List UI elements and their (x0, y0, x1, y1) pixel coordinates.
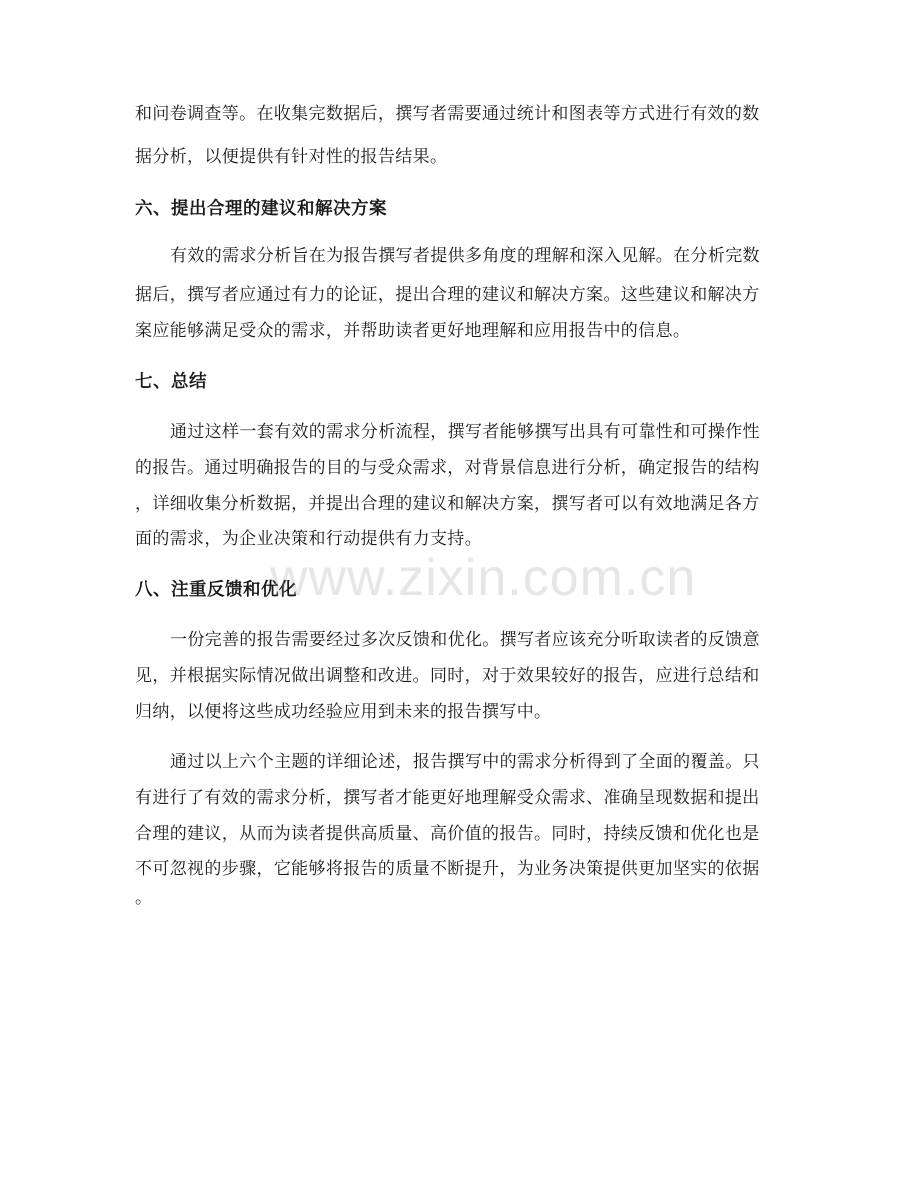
paragraph-line: 据分析，以便提供有针对性的报告结果。 (135, 147, 448, 167)
section-heading-6: 六、提出合理的建议和解决方案 (135, 199, 387, 219)
section-heading-8: 八、注重反馈和优化 (135, 580, 297, 600)
paragraph-line: 据后，撰写者应通过有力的论证，提出合理的建议和解决方案。这些建议和解决方 (135, 285, 760, 305)
paragraph-line: 的报告。通过明确报告的目的与受众需求，对背景信息进行分析，确定报告的结构 (135, 458, 760, 478)
paragraph-line: 有进行了有效的需求分析，撰写者才能更好地理解受众需求、准确呈现数据和提出 (135, 788, 760, 808)
section-heading-7: 七、总结 (135, 372, 207, 392)
paragraph-line: 一份完善的报告需要经过多次反馈和优化。撰写者应该充分听取读者的反馈意 (170, 630, 760, 650)
paragraph-line: 和问卷调查等。在收集完数据后，撰写者需要通过统计和图表等方式进行有效的数 (135, 104, 760, 124)
watermark-text: www.zixin.com.cn (270, 549, 697, 607)
paragraph-line: 见，并根据实际情况做出调整和改进。同时，对于效果较好的报告，应进行总结和 (135, 666, 760, 686)
paragraph-line: 案应能够满足受众的需求，并帮助读者更好地理解和应用报告中的信息。 (135, 321, 691, 341)
paragraph-line: 归纳，以便将这些成功经验应用到未来的报告撰写中。 (135, 702, 552, 722)
paragraph-line: 面的需求，为企业决策和行动提供有力支持。 (135, 529, 482, 549)
paragraph-line: 通过这样一套有效的需求分析流程，撰写者能够撰写出具有可靠性和可操作性 (170, 422, 760, 442)
paragraph-line: 。 (135, 888, 153, 908)
paragraph-line: 通过以上六个主题的详细论述，报告撰写中的需求分析得到了全面的覆盖。只 (170, 752, 760, 772)
paragraph-line: 有效的需求分析旨在为报告撰写者提供多角度的理解和深入见解。在分析完数 (170, 246, 760, 266)
paragraph-line: 不可忽视的步骤，它能够将报告的质量不断提升，为业务决策提供更加坚实的依据 (135, 859, 760, 879)
paragraph-line: ，详细收集分析数据，并提出合理的建议和解决方案，撰写者可以有效地满足各方 (135, 494, 760, 514)
paragraph-line: 合理的建议，从而为读者提供高质量、高价值的报告。同时，持续反馈和优化也是 (135, 824, 760, 844)
